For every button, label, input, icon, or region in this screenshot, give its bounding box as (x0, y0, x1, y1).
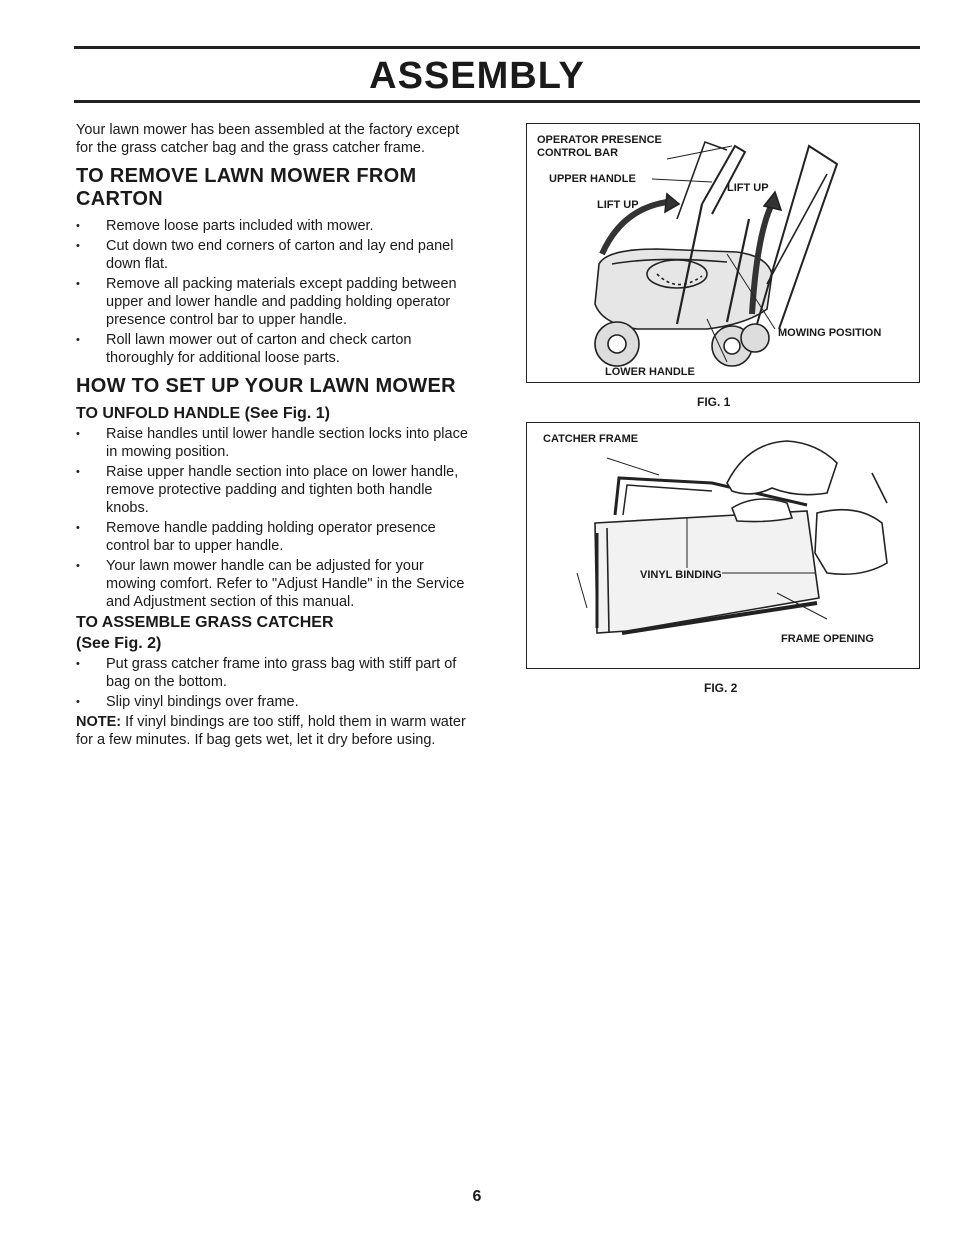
header-rule-top (74, 46, 920, 49)
catcher-list (76, 655, 472, 711)
label-mowing-position: MOWING POSITION (778, 327, 882, 339)
figure-2-caption: FIG. 2 (704, 681, 738, 695)
list-item: • Remove all packing materials except padding between upper and lower handle and padding holding operator presence control bar to upper handle. (76, 275, 472, 329)
label-lift-up-right: LIFT UP (727, 182, 769, 194)
figure-1-caption: FIG. 1 (697, 395, 731, 409)
figure-1 (526, 123, 920, 383)
remove-list (76, 217, 472, 367)
label-catcher-frame: CATCHER FRAME (543, 433, 639, 445)
unfold-heading: TO UNFOLD HANDLE (See Fig. 1) (76, 405, 330, 422)
list-item: • Put grass catcher frame into grass bag with stiff part of bag on the bottom. (76, 655, 472, 691)
label-operator-presence: OPERATOR PRESENCE (537, 134, 662, 146)
catcher-subheading: (See Fig. 2) (76, 635, 162, 652)
lawn-mower-illustration (527, 124, 919, 382)
note-text: If vinyl bindings are too stiff, hold them in warm water for a few minutes. If bag gets wet, let it dry before using. (76, 714, 466, 748)
list-item: • Raise handles until lower handle section locks into place in mowing position. (76, 425, 472, 461)
page-number: 6 (472, 1188, 482, 1205)
catcher-heading: TO ASSEMBLE GRASS CATCHER (76, 614, 334, 631)
unfold-list (76, 425, 472, 611)
text-column (76, 121, 472, 749)
page-title: ASSEMBLY (369, 55, 585, 97)
remove-heading: TO REMOVE LAWN MOWER FROM CARTON (76, 165, 417, 210)
note-paragraph (76, 713, 472, 749)
header-rule-bottom (74, 100, 920, 103)
list-item: • Raise upper handle section into place on lower handle, remove protective padding and tighten both handle knobs. (76, 463, 472, 517)
list-item: • Remove loose parts included with mower. (76, 217, 472, 235)
label-frame-opening: FRAME OPENING (781, 633, 874, 645)
label-upper-handle: UPPER HANDLE (549, 173, 636, 185)
setup-heading: HOW TO SET UP YOUR LAWN MOWER (76, 375, 456, 397)
grass-catcher-illustration (527, 423, 919, 668)
label-lower-handle: LOWER HANDLE (605, 366, 695, 378)
list-item: • Roll lawn mower out of carton and check carton thoroughly for additional loose parts. (76, 331, 472, 367)
list-item: • Your lawn mower handle can be adjusted for your mowing comfort. Refer to "Adjust Handle" in the Service and Adjustment section of this manual. (76, 557, 472, 611)
list-item: • Slip vinyl bindings over frame. (76, 693, 472, 711)
note-label: NOTE: (76, 714, 122, 730)
intro-paragraph: Your lawn mower has been assembled at the factory except for the grass catcher bag and the grass catcher frame. (76, 122, 460, 156)
label-lift-up-left: LIFT UP (597, 199, 639, 211)
label-control-bar: CONTROL BAR (537, 147, 619, 159)
list-item: • Cut down two end corners of carton and lay end panel down flat. (76, 237, 472, 273)
label-vinyl-binding: VINYL BINDING (640, 569, 722, 581)
figure-2 (526, 422, 920, 669)
list-item: • Remove handle padding holding operator presence control bar to upper handle. (76, 519, 472, 555)
